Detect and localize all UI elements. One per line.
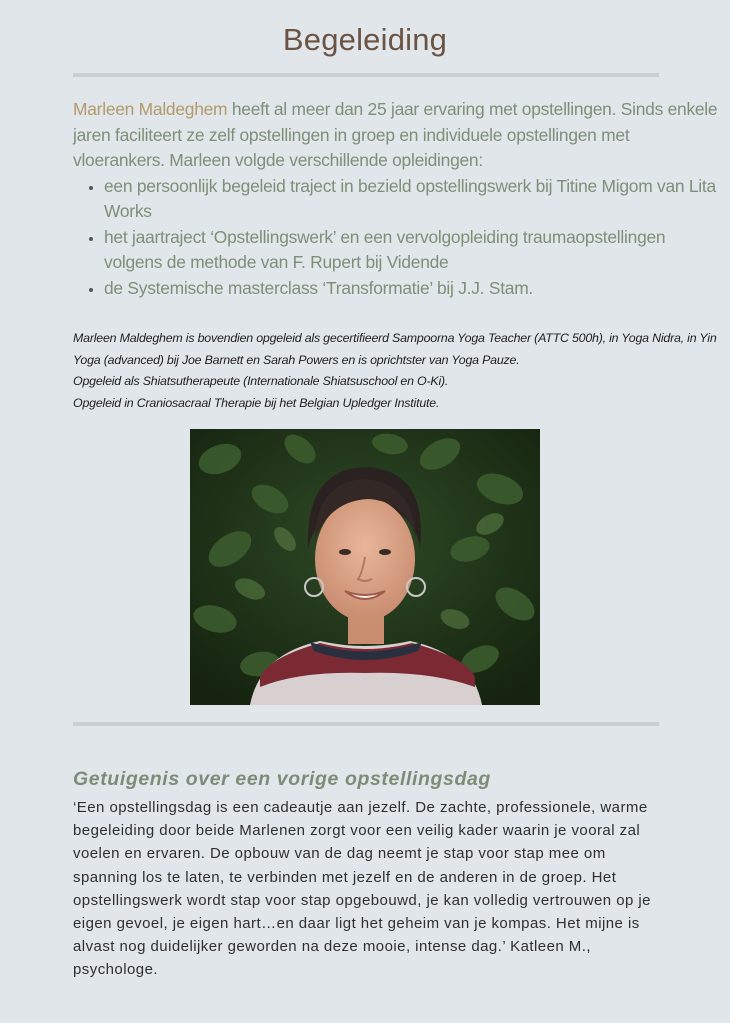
credits-section bbox=[73, 328, 728, 414]
training-item: • een persoonlijk begeleid traject in bezield opstellingswerk bij Titine Migom van Lita Works bbox=[104, 174, 723, 225]
intro-text: heeft al meer dan 25 jaar ervaring met opstellingen. Sinds enkele jaren faciliteert ze zelf opstellingen in groep en individuele opstellingen met vloerankers. Marleen volgde verschillende opleidingen: bbox=[73, 99, 718, 170]
intro-section bbox=[73, 97, 723, 301]
credit-craniosacral: Opgeleid in Craniosacraal Therapie bij het Belgian Upledger Institute. bbox=[73, 395, 440, 410]
divider-top bbox=[73, 73, 659, 77]
credit-yoga: Marleen Maldeghem is bovendien opgeleid als gecertifieerd Sampoorna Yoga Teacher (ATTC 500h), in Yoga Nidra, in Yin Yoga (advanced) bij Joe Barnett en Sarah Powers en is oprichtster van Yoga Pauze. bbox=[73, 331, 717, 367]
intro-name: Marleen Maldeghem bbox=[73, 99, 228, 119]
credit-shiatsu: Opgeleid als Shiatsutherapeute (Internationale Shiatsuschool en O-Ki). bbox=[73, 374, 449, 388]
training-item: • het jaartraject ‘Opstellingswerk’ en een vervolgopleiding traumaopstellingen volgens de methode van F. Rupert bij Vidende bbox=[104, 225, 723, 276]
training-list bbox=[73, 174, 723, 302]
intro-paragraph bbox=[73, 97, 723, 174]
divider-bottom bbox=[73, 722, 659, 726]
testimonial-heading: Getuigenis over een vorige opstellingsdag bbox=[73, 768, 491, 790]
portrait-photo bbox=[190, 429, 540, 705]
testimonial-text: ‘Een opstellingsdag is een cadeautje aan jezelf. De zachte, professionele, warme begeleiding door beide Marlenen zorgt voor een veilig kader waarin je vooral zal voelen en ervaren. De opbouw van de dag neemt je stap voor stap mee om spanning los te laten, te verbinden met jezelf en de anderen in de groep. Het opstellingswerk wordt stap voor stap opgebouwd, je kan volledig vertrouwen op je eigen gevoel, je eigen hart…en daar ligt het geheim van je kompas. Het mijne is alvast nog duidelijker geworden na deze mooie, intense dag.’ Katleen M., psychologe. bbox=[73, 799, 651, 979]
training-item: • de Systemische masterclass ‘Transformatie’ bij J.J. Stam. bbox=[104, 276, 723, 302]
page-title: Begeleiding bbox=[282, 22, 448, 57]
